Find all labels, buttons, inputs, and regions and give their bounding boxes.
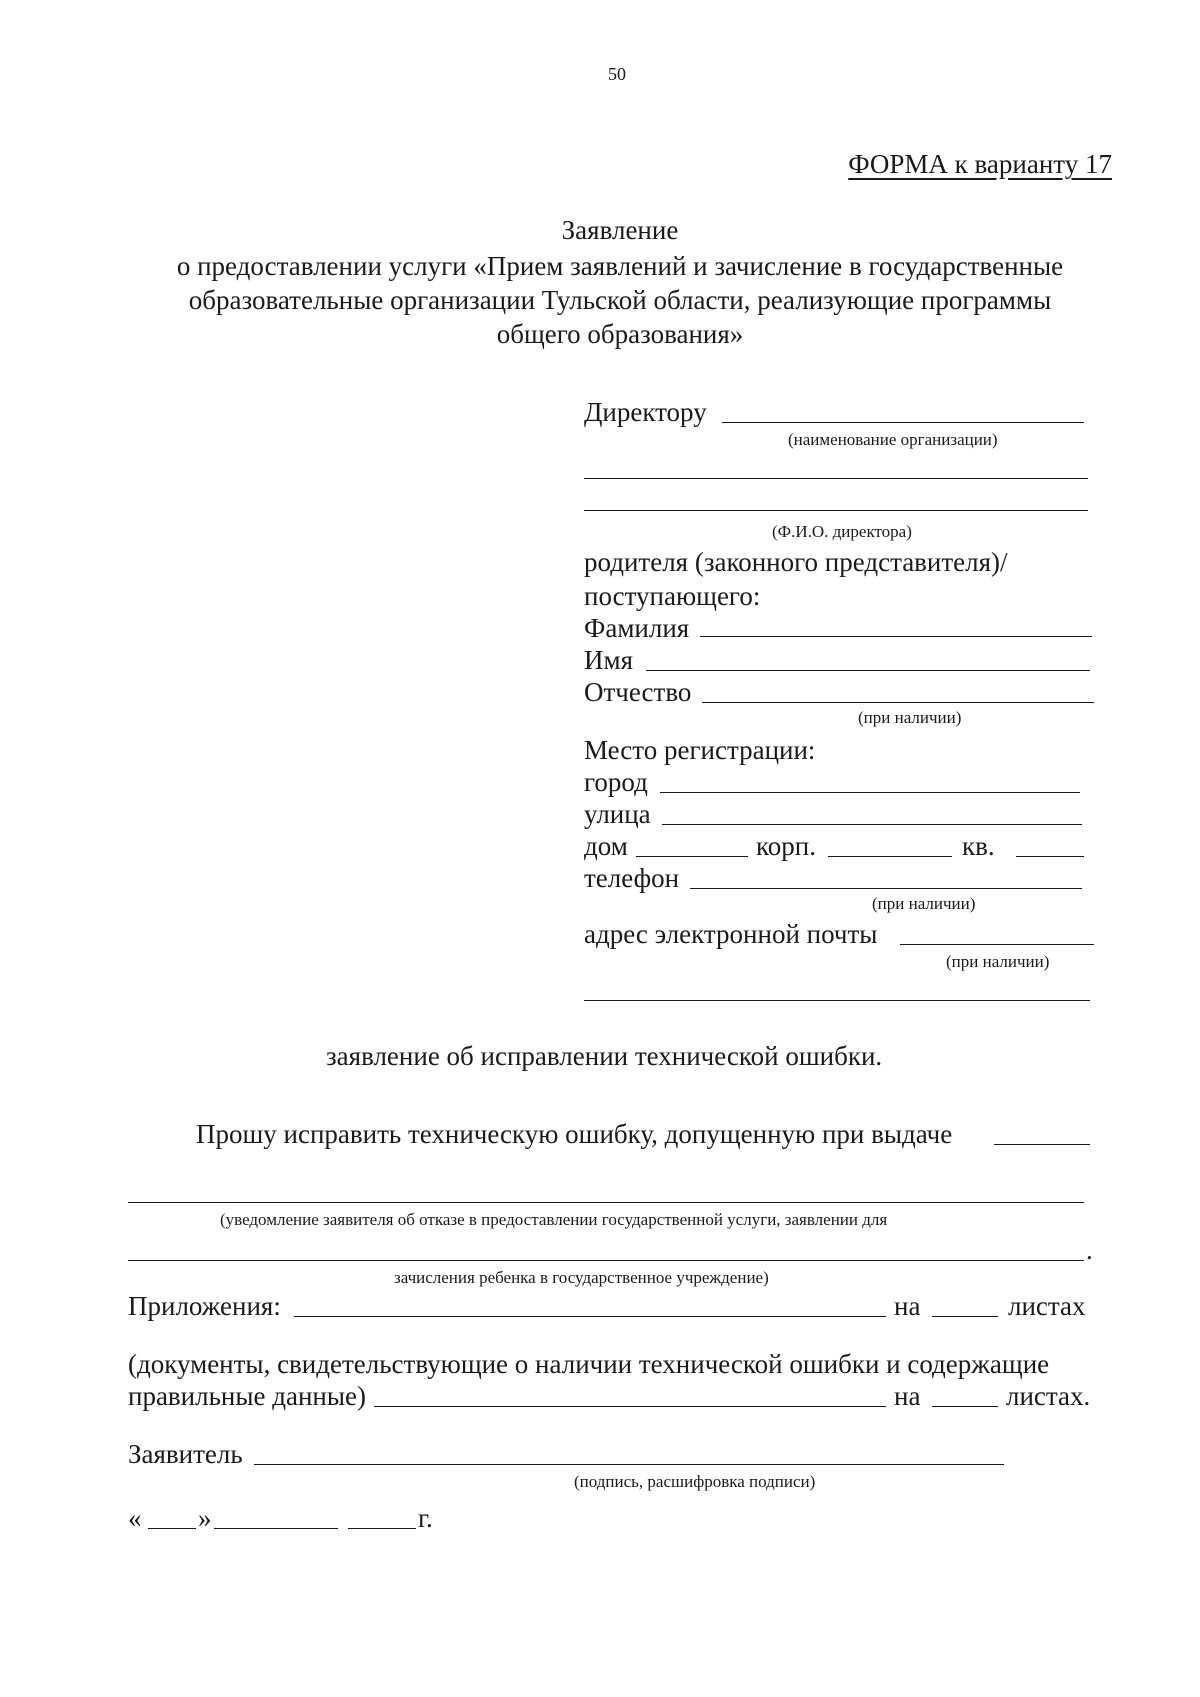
- extra-contact-field[interactable]: [584, 1000, 1090, 1001]
- director-org-field[interactable]: [722, 422, 1084, 423]
- parent-line-2: поступающего:: [584, 581, 761, 611]
- document-line-1[interactable]: [128, 1202, 1084, 1203]
- title-line-1: Заявление: [561, 215, 679, 245]
- request-document-field[interactable]: [994, 1144, 1090, 1145]
- document-line-2[interactable]: [128, 1260, 1084, 1261]
- email-hint: (при наличии): [946, 952, 1050, 971]
- building-label: корп.: [756, 831, 816, 861]
- statement-heading: заявление об исправлении технической ошибки.: [326, 1041, 883, 1071]
- street-field[interactable]: [662, 824, 1082, 825]
- parent-line-1: родителя (законного представителя)/: [584, 547, 1008, 577]
- surname-field[interactable]: [700, 636, 1092, 637]
- title-line-3: образовательные организации Тульской области, реализующие программы: [188, 285, 1052, 315]
- docs-line-1: (документы, свидетельствующие о наличии технической ошибки и содержащие: [128, 1349, 1050, 1379]
- title-line-2: о предоставлении услуги «Прием заявлений и зачисление в государственные: [176, 251, 1064, 281]
- signature-hint: (подпись, расшифровка подписи): [574, 1472, 816, 1491]
- form-label: ФОРМА к варианту 17: [848, 149, 1112, 179]
- building-field[interactable]: [828, 856, 952, 857]
- title-line-4: общего образования»: [496, 319, 744, 349]
- street-label: улица: [584, 799, 651, 829]
- docs-on-label: на: [894, 1381, 921, 1411]
- org-continuation-field[interactable]: [584, 478, 1088, 479]
- applicant-signature-field[interactable]: [254, 1464, 1004, 1465]
- date-day-field[interactable]: [148, 1528, 196, 1529]
- docs-line-2: правильные данные): [128, 1381, 366, 1411]
- phone-label: телефон: [584, 863, 680, 893]
- date-month-field[interactable]: [214, 1528, 338, 1529]
- patronymic-field[interactable]: [702, 702, 1094, 703]
- patronymic-label: Отчество: [584, 677, 692, 707]
- document-hint-2: зачисления ребенка в государственное учреждение): [394, 1268, 769, 1287]
- email-label: адрес электронной почты: [584, 919, 878, 949]
- docs-sheets-field[interactable]: [932, 1406, 998, 1407]
- email-field[interactable]: [900, 944, 1094, 945]
- patronymic-hint: (при наличии): [858, 708, 962, 727]
- request-text: Прошу исправить техническую ошибку, допущенную при выдаче: [196, 1119, 953, 1149]
- apartment-field[interactable]: [1016, 856, 1084, 857]
- date-year-field[interactable]: [348, 1528, 416, 1529]
- surname-label: Фамилия: [584, 613, 690, 643]
- house-field[interactable]: [636, 856, 748, 857]
- city-label: город: [584, 767, 648, 797]
- document-period: .: [1086, 1235, 1093, 1265]
- director-label: Директору: [584, 397, 707, 427]
- applicant-label: Заявитель: [128, 1439, 243, 1469]
- registration-label: Место регистрации:: [584, 735, 816, 765]
- apartment-label: кв.: [962, 831, 995, 861]
- city-field[interactable]: [660, 792, 1080, 793]
- page-number: 50: [608, 64, 626, 84]
- phone-hint: (при наличии): [872, 894, 976, 913]
- date-close-quote: »: [198, 1503, 212, 1533]
- date-year-suffix: г.: [418, 1503, 433, 1533]
- docs-field[interactable]: [374, 1406, 886, 1407]
- docs-sheets-label: листах.: [1006, 1381, 1091, 1411]
- name-label: Имя: [584, 645, 634, 675]
- director-fio-field[interactable]: [584, 510, 1088, 511]
- house-label: дом: [584, 831, 628, 861]
- attachments-sheets-field[interactable]: [932, 1316, 998, 1317]
- date-open-quote: «: [128, 1503, 142, 1533]
- attachments-on-label: на: [894, 1291, 921, 1321]
- fio-hint: (Ф.И.О. директора): [772, 522, 912, 541]
- org-hint: (наименование организации): [788, 430, 998, 449]
- name-field[interactable]: [646, 670, 1090, 671]
- attachments-label: Приложения:: [128, 1291, 281, 1321]
- phone-field[interactable]: [690, 888, 1082, 889]
- attachments-field[interactable]: [294, 1316, 886, 1317]
- document-hint-1: (уведомление заявителя об отказе в предоставлении государственной услуги, заявлении для: [220, 1210, 888, 1229]
- attachments-sheets-label: листах: [1008, 1291, 1086, 1321]
